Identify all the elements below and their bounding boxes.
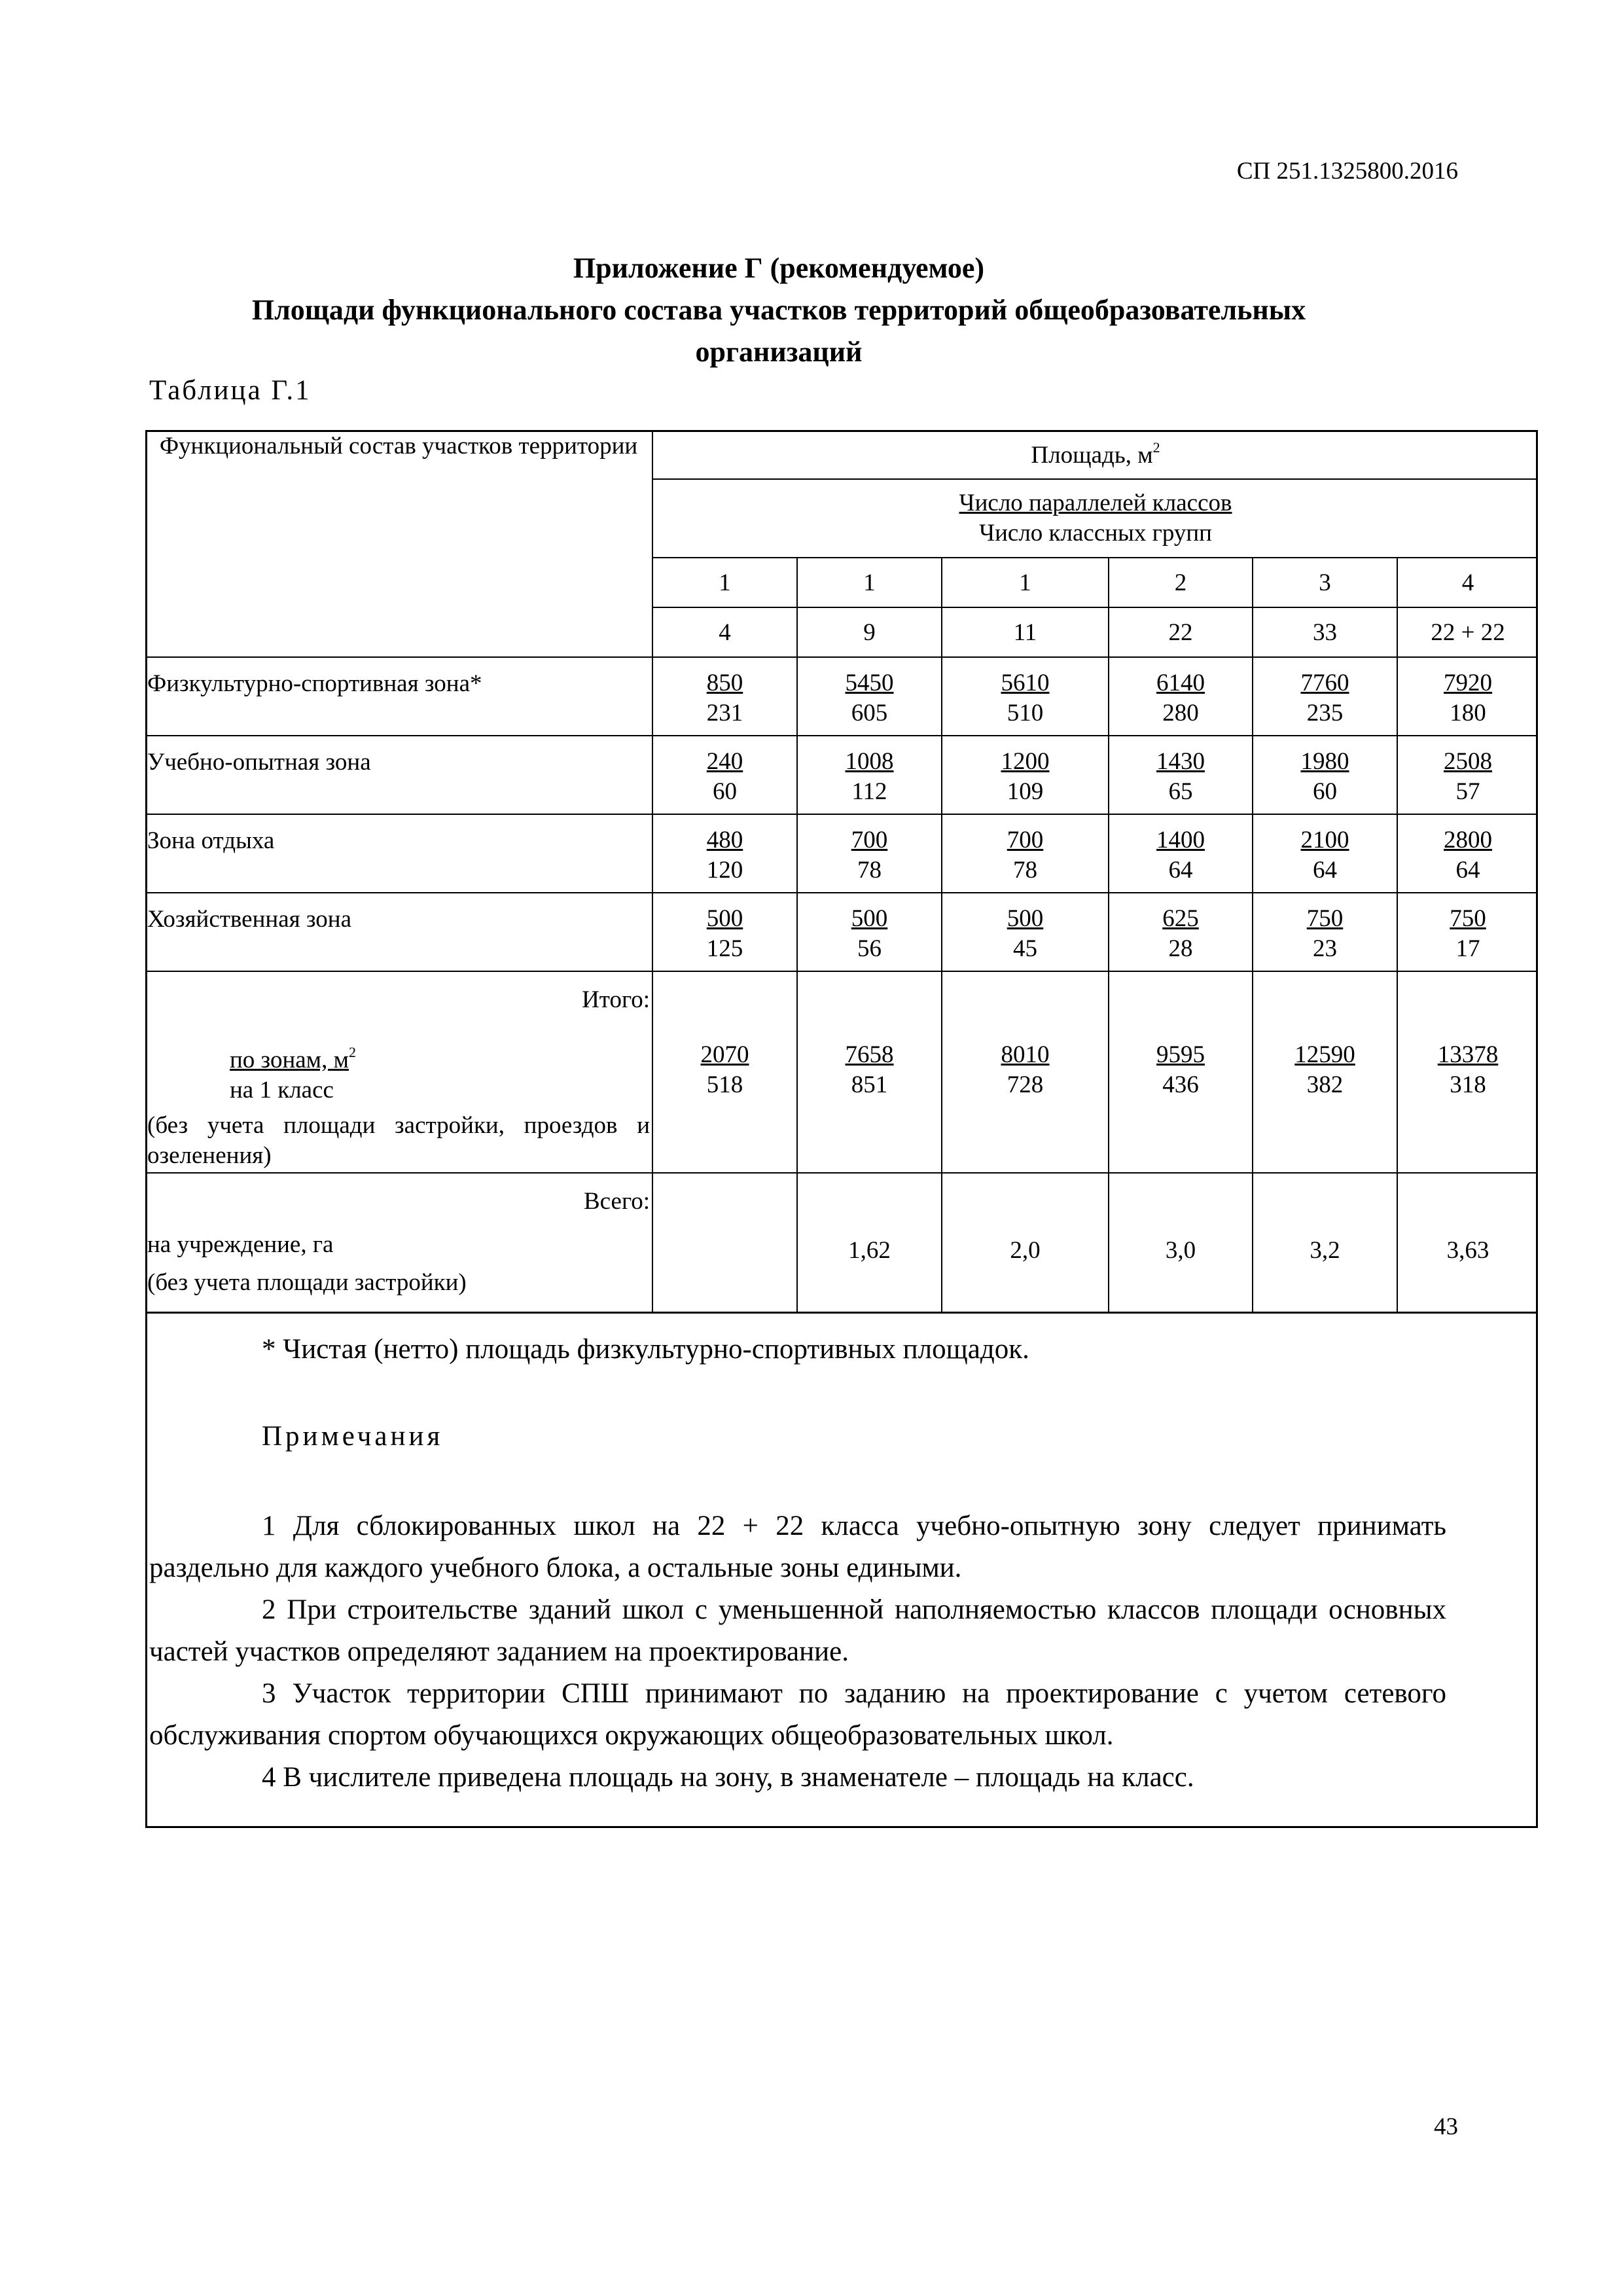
parallels-label: Число параллелей классов [959, 490, 1232, 516]
appendix-titles [144, 247, 1414, 373]
value-cell: 1400 64 [1109, 814, 1253, 893]
value-cell: 700 78 [942, 814, 1109, 893]
zone-name: Хозяйственная зона [145, 893, 652, 971]
total-note: (без учета площади застройки, проездов и озеленения) [147, 1112, 650, 1169]
table-row-utility-zone [145, 893, 1538, 971]
table-row-total [145, 971, 1538, 1173]
value-cell: 6140 280 [1109, 657, 1253, 736]
table-caption: Таблица Г.1 [149, 375, 312, 406]
overall-value-cell: 1,62 [797, 1173, 942, 1312]
groups-cell: 9 [797, 607, 942, 657]
groups-cell: 22 [1109, 607, 1253, 657]
value-cell: 1980 60 [1253, 736, 1397, 814]
parallels-cell: 2 [1109, 558, 1253, 607]
table-row-overall [145, 1173, 1538, 1312]
area-table [145, 430, 1538, 1314]
total-by-zones: по зонам, $м^2$ [230, 1044, 357, 1073]
value-cell: 750 17 [1397, 893, 1538, 971]
note-item: 3 Участок территории СПШ принимают по заданию на проектирование с учетом сетевого обслуживания спортом обучающихся окружающих общеобразовательных школ. [149, 1678, 1446, 1751]
zone-name: Зона отдыха [145, 814, 652, 893]
total-value-cell: 12590 382 [1253, 971, 1397, 1173]
page-number: 43 [1434, 2113, 1458, 2140]
appendix-title-line2: организаций [695, 336, 863, 368]
notes-list [149, 1505, 1446, 1799]
value-cell: 500 45 [942, 893, 1109, 971]
overall-value-cell: 3,63 [1397, 1173, 1538, 1312]
appendix-heading: Приложение Г (рекомендуемое) [573, 252, 985, 284]
overall-value-cell: 2,0 [942, 1173, 1109, 1312]
value-cell: 1008 112 [797, 736, 942, 814]
value-cell: 700 78 [797, 814, 942, 893]
overall-note: (без учета площади застройки) [147, 1269, 467, 1296]
overall-value-cell: 3,2 [1253, 1173, 1397, 1312]
parallels-groups-header [652, 479, 1538, 558]
groups-cell: 22 + 22 [1397, 607, 1538, 657]
note-item: 1 Для сблокированных школ на 22 + 22 класса учебно-опытную зону следует принимать раздельно для каждого учебного блока, а остальные зоны едиными. [149, 1511, 1446, 1583]
column-header-zone: Функциональный состав участков территории [145, 430, 652, 657]
header-row-area [145, 430, 1538, 479]
note-item: 2 При строительстве зданий школ с уменьшенной наполняемостью классов площади основных частей участков определяют заданием на проектирование. [149, 1594, 1446, 1667]
value-cell: 625 28 [1109, 893, 1253, 971]
parallels-cell: 1 [797, 558, 942, 607]
parallels-cell: 3 [1253, 558, 1397, 607]
appendix-title-line1: Площади функционального состава участков территорий общеобразовательных [251, 294, 1306, 326]
overall-value-cell: 3,0 [1109, 1173, 1253, 1312]
overall-label-cell [145, 1173, 652, 1312]
overall-value-cell [652, 1173, 797, 1312]
groups-cell: 4 [652, 607, 797, 657]
value-cell: 750 23 [1253, 893, 1397, 971]
parallels-cell: 4 [1397, 558, 1538, 607]
table-row-training-zone [145, 736, 1538, 814]
value-cell: 5610 510 [942, 657, 1109, 736]
groups-cell: 11 [942, 607, 1109, 657]
total-label-cell [145, 971, 652, 1173]
total-per-class: на 1 класс [230, 1077, 334, 1103]
note-item: 4 В числителе приведена площадь на зону, в знаменателе – площадь на класс. [262, 1762, 1194, 1793]
value-cell: 500 56 [797, 893, 942, 971]
total-value-cell: 7658 851 [797, 971, 942, 1173]
total-value-cell: 2070 518 [652, 971, 797, 1173]
value-cell: 2800 64 [1397, 814, 1538, 893]
value-cell: 7760 235 [1253, 657, 1397, 736]
zone-name: Учебно-опытная зона [145, 736, 652, 814]
total-value-cell: 9595 436 [1109, 971, 1253, 1173]
value-cell: 500 125 [652, 893, 797, 971]
column-header-area [652, 430, 1538, 479]
table-row-rest-zone [145, 814, 1538, 893]
value-cell: 850 231 [652, 657, 797, 736]
document-code: СП 251.1325800.2016 [1236, 158, 1458, 185]
zone-name: Физкультурно-спортивная зона* [145, 657, 652, 736]
overall-label: Всего: [583, 1188, 650, 1215]
value-cell: 1430 65 [1109, 736, 1253, 814]
value-cell: 480 120 [652, 814, 797, 893]
total-value-cell: 8010 728 [942, 971, 1109, 1173]
value-cell: 240 60 [652, 736, 797, 814]
total-value-cell: 13378 318 [1397, 971, 1538, 1173]
groups-label: Число классных групп [979, 520, 1212, 547]
area-unit-sup: 2 [1152, 439, 1160, 456]
value-cell: 2508 57 [1397, 736, 1538, 814]
value-cell: 2100 64 [1253, 814, 1397, 893]
value-cell: 7920 180 [1397, 657, 1538, 736]
table-footnote: * Чистая (нетто) площадь физкультурно-спортивных площадок. [262, 1334, 1029, 1365]
total-label: Итого: [582, 986, 650, 1013]
value-cell: 5450 605 [797, 657, 942, 736]
parallels-cell: 1 [942, 558, 1109, 607]
area-label: Площадь, м [1031, 442, 1153, 469]
overall-per-institution: на учреждение, га [147, 1231, 334, 1258]
parallels-cell: 1 [652, 558, 797, 607]
table-row-sports-zone [145, 657, 1538, 736]
value-cell: 1200 109 [942, 736, 1109, 814]
notes-title: Примечания [262, 1421, 444, 1452]
groups-cell: 33 [1253, 607, 1397, 657]
